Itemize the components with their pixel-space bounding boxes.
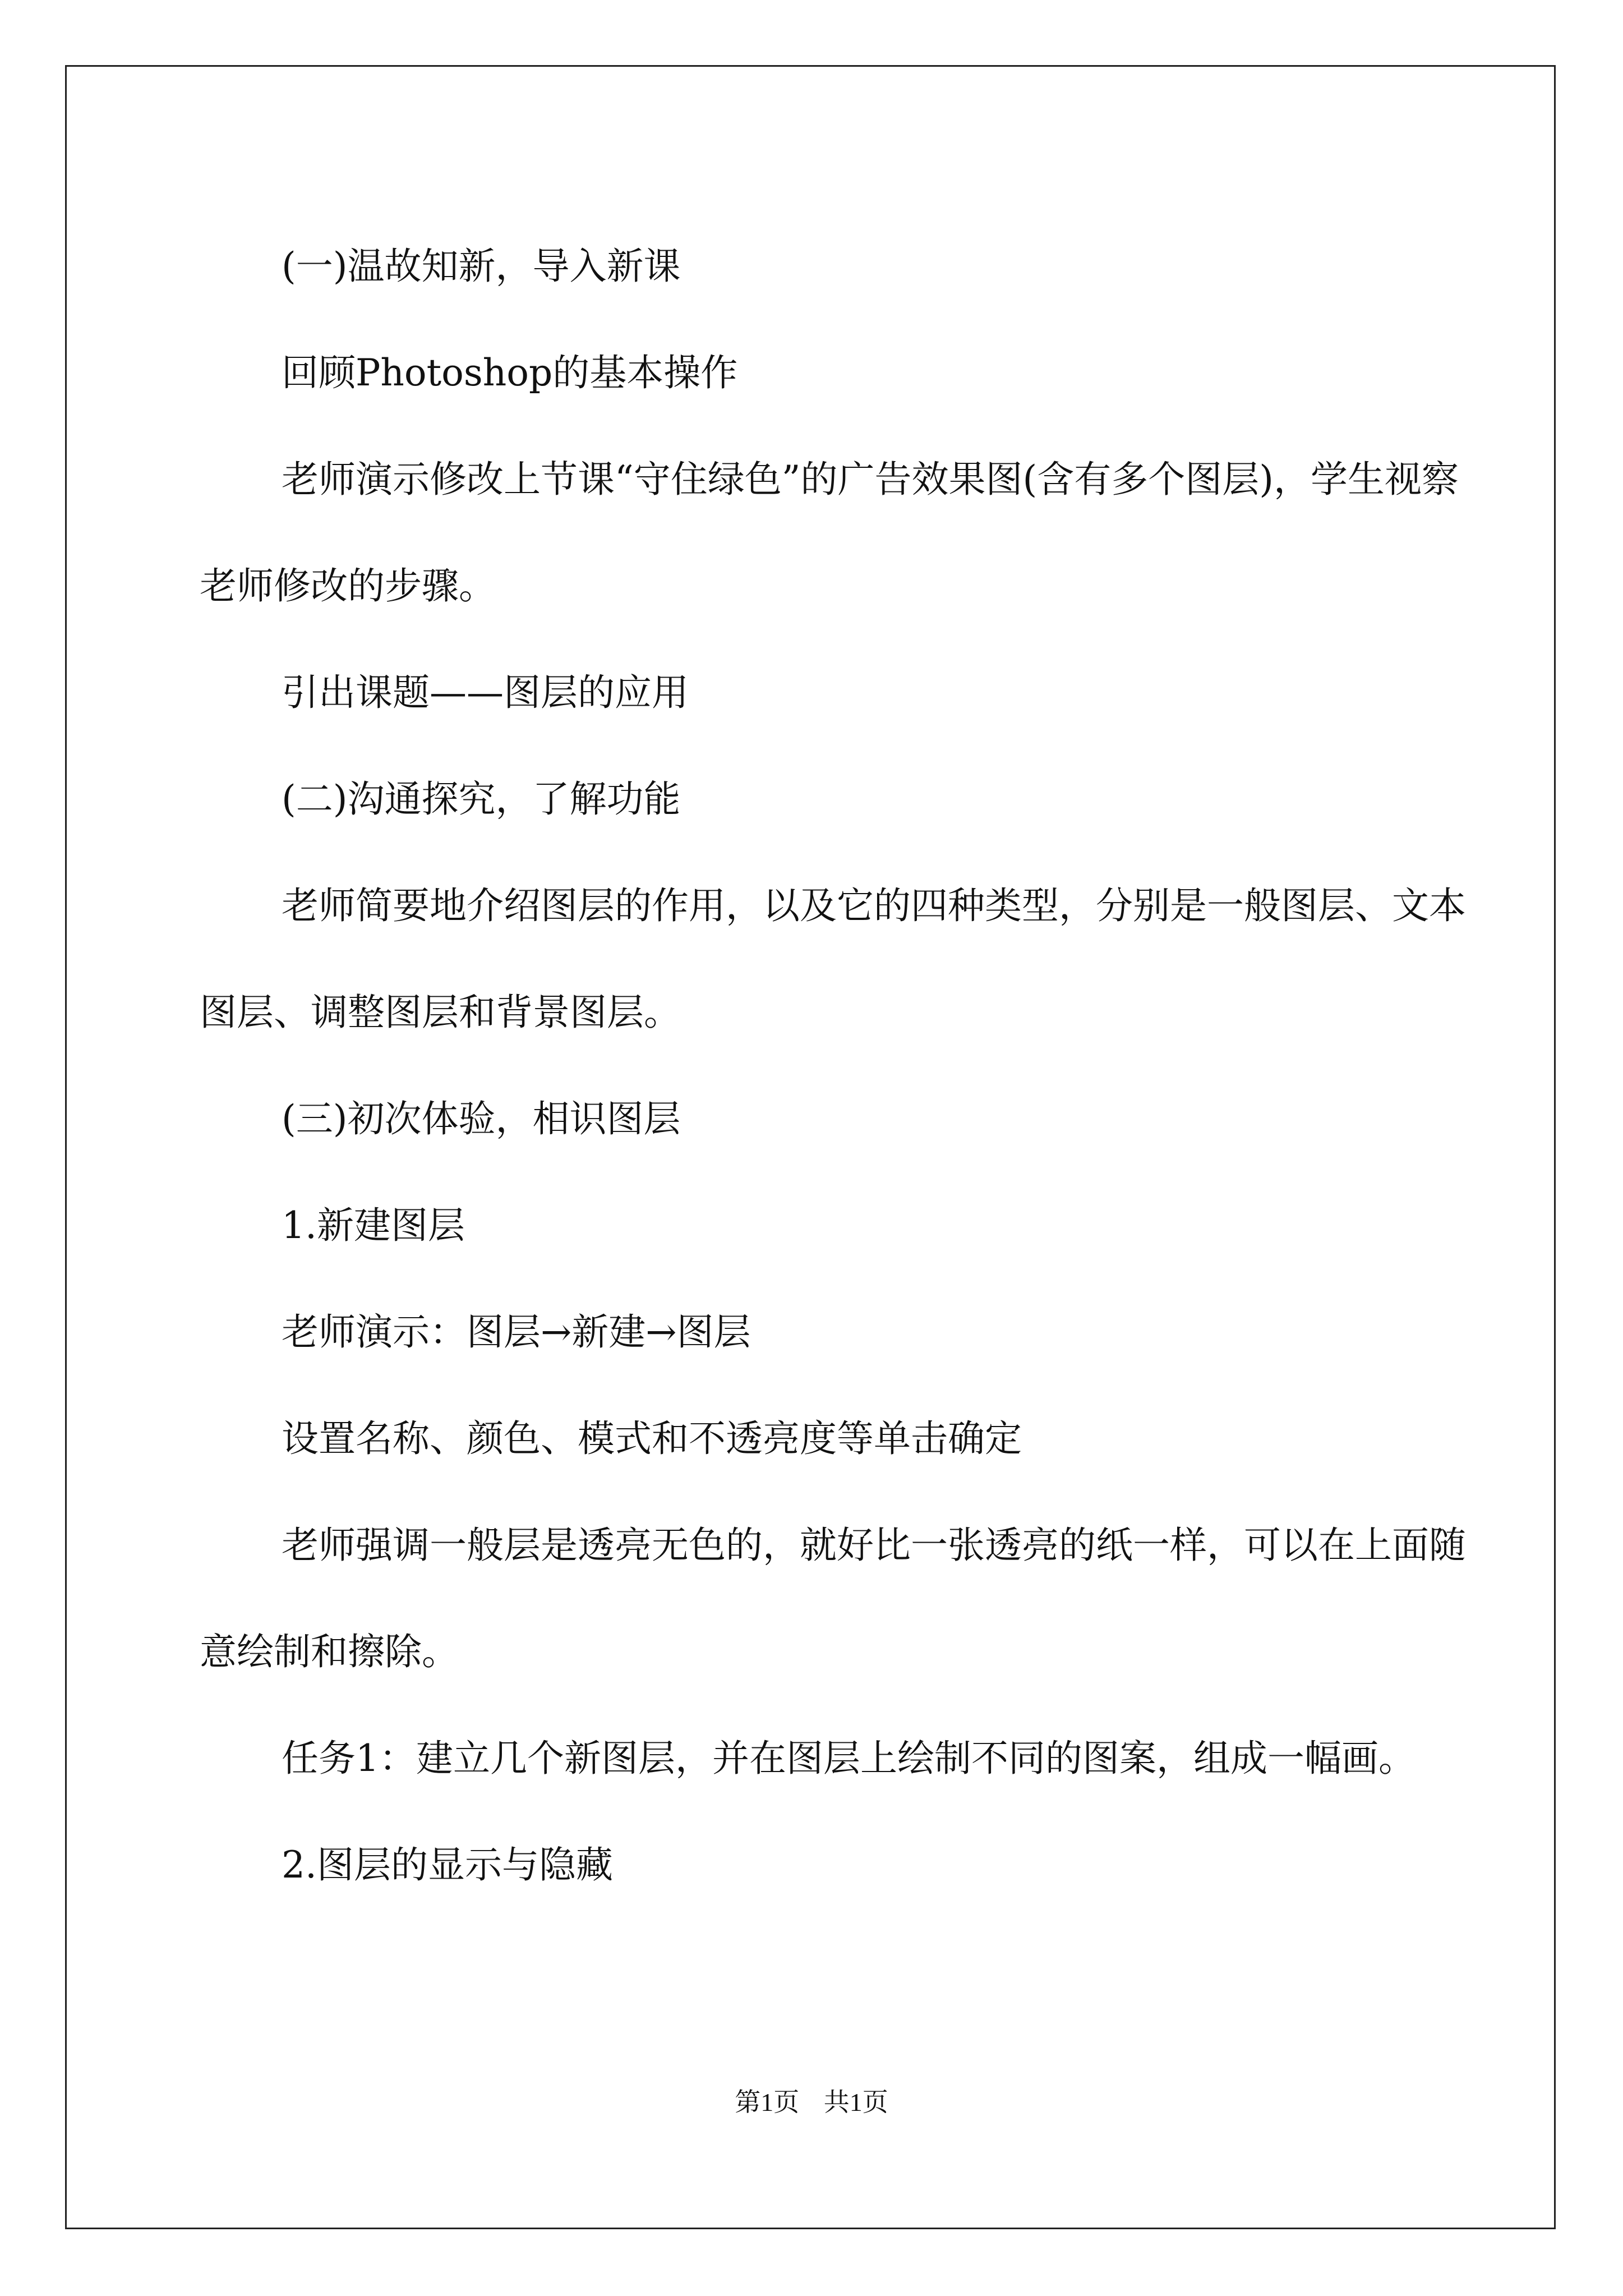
paragraph: 老师演示：图层→新建→图层 <box>282 1310 751 1354</box>
paragraph: 设置名称、颜色、模式和不透亮度等单击确定 <box>282 1417 1022 1460</box>
subheading: 2.图层的显示与隐藏 <box>282 1843 613 1887</box>
paragraph: 老师演示修改上节课“守住绿色”的广告效果图(含有多个图层)，学生视察老师修改的步骤。 <box>200 458 1459 608</box>
page-footer <box>0 2086 1623 2119</box>
section-heading-3: (三)初次体验，相识图层 <box>282 1097 681 1140</box>
paragraph: 老师简要地介绍图层的作用，以及它的四种类型，分别是一般图层、文本图层、调整图层和背景图层。 <box>200 884 1466 1034</box>
subheading: 1.新建图层 <box>282 1204 465 1247</box>
paragraph: 老师强调一般层是透亮无色的，就好比一张透亮的纸一样，可以在上面随意绘制和擦除。 <box>200 1524 1466 1673</box>
page-number-total: 共1页 <box>823 2088 888 2116</box>
page-number-current: 第1页 <box>735 2088 800 2116</box>
section-heading-2: (二)沟通探究，了解功能 <box>282 777 681 821</box>
document-body <box>200 213 1473 1918</box>
paragraph: 引出课题——图层的应用 <box>282 671 689 714</box>
paragraph: 回顾Photoshop的基本操作 <box>282 351 738 394</box>
section-heading-1: (一)温故知新，导入新课 <box>282 245 681 288</box>
task-paragraph: 任务1：建立几个新图层，并在图层上绘制不同的图案，组成一幅画。 <box>282 1737 1415 1780</box>
